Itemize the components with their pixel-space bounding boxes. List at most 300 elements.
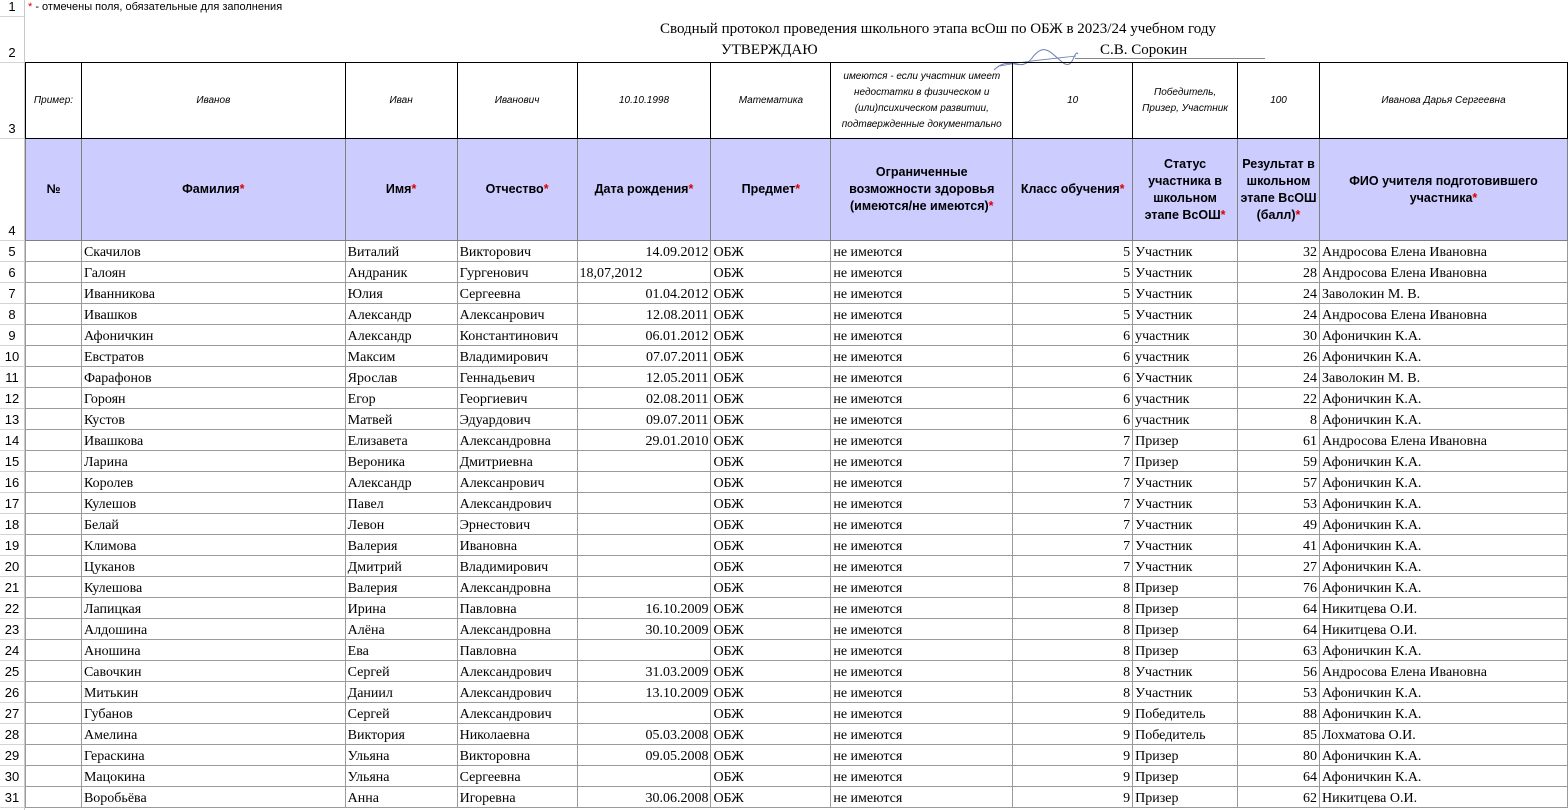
table-cell[interactable]: Сергей <box>345 661 457 682</box>
table-cell[interactable]: 59 <box>1238 451 1320 472</box>
table-cell[interactable]: Георгиевич <box>457 388 577 409</box>
table-cell[interactable]: 7 <box>1013 514 1133 535</box>
table-cell[interactable]: 9 <box>1013 724 1133 745</box>
example-cell[interactable]: 100 <box>1238 63 1320 139</box>
table-cell[interactable] <box>26 409 82 430</box>
table-cell[interactable]: 16.10.2009 <box>577 598 711 619</box>
table-cell[interactable]: Участник <box>1133 535 1238 556</box>
row-number[interactable]: 27 <box>4 706 20 721</box>
table-cell[interactable]: 8 <box>1013 619 1133 640</box>
table-cell[interactable]: Ивашкова <box>81 430 345 451</box>
table-cell[interactable]: Участник <box>1133 661 1238 682</box>
table-cell[interactable]: ОБЖ <box>711 262 831 283</box>
table-cell[interactable]: Виталий <box>345 241 457 262</box>
table-cell[interactable]: Участник <box>1133 682 1238 703</box>
table-cell[interactable]: Заволокин М. В. <box>1320 367 1568 388</box>
table-cell[interactable]: не имеются <box>831 577 1013 598</box>
table-cell[interactable] <box>26 556 82 577</box>
table-cell[interactable]: Призер <box>1133 766 1238 787</box>
table-cell[interactable] <box>26 703 82 724</box>
table-cell[interactable]: Участник <box>1133 262 1238 283</box>
table-cell[interactable]: Иванникова <box>81 283 345 304</box>
table-cell[interactable]: Павел <box>345 493 457 514</box>
table-cell[interactable]: 7 <box>1013 430 1133 451</box>
column-header[interactable] <box>81 139 345 241</box>
table-cell[interactable]: 24 <box>1238 304 1320 325</box>
table-cell[interactable]: 09.07.2011 <box>577 409 711 430</box>
table-cell[interactable] <box>26 766 82 787</box>
table-cell[interactable]: не имеются <box>831 346 1013 367</box>
table-cell[interactable]: Никитцева О.И. <box>1320 598 1568 619</box>
table-cell[interactable]: Андросова Елена Ивановна <box>1320 661 1568 682</box>
table-cell[interactable]: ОБЖ <box>711 409 831 430</box>
table-cell[interactable]: Валерия <box>345 535 457 556</box>
table-cell[interactable]: 9 <box>1013 745 1133 766</box>
table-cell[interactable]: Победитель <box>1133 703 1238 724</box>
table-cell[interactable]: ОБЖ <box>711 598 831 619</box>
table-cell[interactable]: Дмитриевна <box>457 451 577 472</box>
table-cell[interactable]: Дмитрий <box>345 556 457 577</box>
table-cell[interactable]: 32 <box>1238 241 1320 262</box>
table-cell[interactable]: ОБЖ <box>711 304 831 325</box>
row-number[interactable]: 2 <box>8 45 16 60</box>
table-cell[interactable]: 30.10.2009 <box>577 619 711 640</box>
table-cell[interactable]: Даниил <box>345 682 457 703</box>
table-cell[interactable]: 56 <box>1238 661 1320 682</box>
table-cell[interactable]: Игоревна <box>457 787 577 808</box>
table-cell[interactable]: Участник <box>1133 472 1238 493</box>
row-number[interactable]: 12 <box>4 391 20 406</box>
table-cell[interactable]: Александровна <box>457 577 577 598</box>
table-cell[interactable]: 5 <box>1013 304 1133 325</box>
table-cell[interactable]: Александрович <box>457 703 577 724</box>
table-cell[interactable] <box>26 304 82 325</box>
table-cell[interactable]: Ларина <box>81 451 345 472</box>
table-cell[interactable]: Максим <box>345 346 457 367</box>
table-cell[interactable]: Афоничкин К.А. <box>1320 535 1568 556</box>
row-number[interactable]: 9 <box>8 328 16 343</box>
table-cell[interactable]: не имеются <box>831 661 1013 682</box>
row-number[interactable]: 7 <box>8 286 16 301</box>
table-cell[interactable]: не имеются <box>831 283 1013 304</box>
table-cell[interactable]: участник <box>1133 409 1238 430</box>
row-number[interactable]: 30 <box>4 769 20 784</box>
table-cell[interactable]: не имеются <box>831 682 1013 703</box>
table-cell[interactable]: 88 <box>1238 703 1320 724</box>
table-cell[interactable]: 05.03.2008 <box>577 724 711 745</box>
example-cell[interactable]: 10.10.1998 <box>577 63 711 139</box>
table-cell[interactable]: Никитцева О.И. <box>1320 619 1568 640</box>
table-cell[interactable]: не имеются <box>831 766 1013 787</box>
table-cell[interactable]: не имеются <box>831 304 1013 325</box>
table-cell[interactable]: Афоничкин К.А. <box>1320 682 1568 703</box>
table-cell[interactable]: 24 <box>1238 367 1320 388</box>
table-cell[interactable]: 61 <box>1238 430 1320 451</box>
table-cell[interactable]: ОБЖ <box>711 346 831 367</box>
table-cell[interactable]: Афоничкин К.А. <box>1320 472 1568 493</box>
table-cell[interactable]: Андросова Елена Ивановна <box>1320 430 1568 451</box>
table-cell[interactable]: 7 <box>1013 451 1133 472</box>
table-cell[interactable]: Скачилов <box>81 241 345 262</box>
table-cell[interactable]: Виктория <box>345 724 457 745</box>
row-number[interactable]: 19 <box>4 538 20 553</box>
table-cell[interactable]: 8 <box>1013 682 1133 703</box>
table-cell[interactable]: Александровна <box>457 619 577 640</box>
table-cell[interactable]: Гургенович <box>457 262 577 283</box>
table-cell[interactable]: не имеются <box>831 409 1013 430</box>
table-cell[interactable]: Левон <box>345 514 457 535</box>
table-cell[interactable]: Климова <box>81 535 345 556</box>
table-cell[interactable]: Константинович <box>457 325 577 346</box>
table-cell[interactable]: 9 <box>1013 703 1133 724</box>
table-cell[interactable]: не имеются <box>831 367 1013 388</box>
table-cell[interactable] <box>577 556 711 577</box>
table-cell[interactable]: не имеются <box>831 493 1013 514</box>
column-header[interactable] <box>577 139 711 241</box>
column-header[interactable] <box>1013 139 1133 241</box>
row-number[interactable]: 24 <box>4 643 20 658</box>
table-cell[interactable]: Ирина <box>345 598 457 619</box>
table-cell[interactable] <box>577 640 711 661</box>
table-cell[interactable]: не имеются <box>831 241 1013 262</box>
table-cell[interactable]: 28 <box>1238 262 1320 283</box>
table-cell[interactable]: Участник <box>1133 514 1238 535</box>
table-cell[interactable]: Анна <box>345 787 457 808</box>
table-cell[interactable]: 14.09.2012 <box>577 241 711 262</box>
table-cell[interactable]: Ярослав <box>345 367 457 388</box>
example-cell[interactable]: Победитель, Призер, Участник <box>1133 63 1238 139</box>
table-cell[interactable]: 9 <box>1013 787 1133 808</box>
table-cell[interactable]: Цуканов <box>81 556 345 577</box>
row-number[interactable]: 11 <box>5 370 19 385</box>
table-cell[interactable]: ОБЖ <box>711 451 831 472</box>
table-cell[interactable]: не имеются <box>831 388 1013 409</box>
table-cell[interactable]: Павловна <box>457 640 577 661</box>
table-cell[interactable]: Алексанрович <box>457 304 577 325</box>
table-cell[interactable]: Воробьёва <box>81 787 345 808</box>
row-number[interactable]: 21 <box>4 580 20 595</box>
table-cell[interactable]: 27 <box>1238 556 1320 577</box>
table-cell[interactable] <box>577 703 711 724</box>
table-cell[interactable]: 24 <box>1238 283 1320 304</box>
table-cell[interactable]: Галоян <box>81 262 345 283</box>
table-cell[interactable]: Елизавета <box>345 430 457 451</box>
approval-signer[interactable]: С.В. Сорокин <box>1100 42 1188 58</box>
table-cell[interactable]: не имеются <box>831 262 1013 283</box>
table-cell[interactable]: участник <box>1133 325 1238 346</box>
table-cell[interactable] <box>577 472 711 493</box>
table-cell[interactable] <box>577 535 711 556</box>
table-cell[interactable] <box>26 661 82 682</box>
table-cell[interactable]: Ульяна <box>345 745 457 766</box>
table-cell[interactable]: 6 <box>1013 388 1133 409</box>
example-cell[interactable]: Иван <box>345 63 457 139</box>
table-cell[interactable]: Вероника <box>345 451 457 472</box>
table-cell[interactable]: 5 <box>1013 262 1133 283</box>
table-cell[interactable]: 02.08.2011 <box>577 388 711 409</box>
table-cell[interactable]: Аношина <box>81 640 345 661</box>
protocol-title[interactable]: Сводный протокол проведения школьного этапа всОш по ОБЖ в 2023/24 учебном году <box>660 21 1216 37</box>
table-cell[interactable]: Призер <box>1133 640 1238 661</box>
table-cell[interactable]: 8 <box>1013 661 1133 682</box>
column-header[interactable] <box>1320 139 1568 241</box>
table-cell[interactable]: ОБЖ <box>711 388 831 409</box>
table-cell[interactable]: Афоничкин К.А. <box>1320 514 1568 535</box>
table-cell[interactable]: 7 <box>1013 556 1133 577</box>
table-cell[interactable]: Кустов <box>81 409 345 430</box>
table-cell[interactable]: 57 <box>1238 472 1320 493</box>
row-number[interactable]: 4 <box>8 223 16 238</box>
table-cell[interactable] <box>577 514 711 535</box>
table-cell[interactable]: не имеются <box>831 514 1013 535</box>
row-number[interactable]: 6 <box>8 265 16 280</box>
table-cell[interactable]: Афоничкин К.А. <box>1320 451 1568 472</box>
row-number[interactable]: 16 <box>4 475 20 490</box>
row-number[interactable]: 23 <box>4 622 20 637</box>
table-cell[interactable]: 29.01.2010 <box>577 430 711 451</box>
table-cell[interactable]: не имеются <box>831 787 1013 808</box>
row-number[interactable]: 15 <box>4 454 20 469</box>
table-cell[interactable]: Призер <box>1133 787 1238 808</box>
table-cell[interactable]: 85 <box>1238 724 1320 745</box>
table-cell[interactable]: Королев <box>81 472 345 493</box>
table-cell[interactable]: Павловна <box>457 598 577 619</box>
column-header[interactable] <box>1238 139 1320 241</box>
table-cell[interactable]: Никитцева О.И. <box>1320 787 1568 808</box>
table-cell[interactable]: Алёна <box>345 619 457 640</box>
table-cell[interactable] <box>26 640 82 661</box>
table-cell[interactable]: 30.06.2008 <box>577 787 711 808</box>
table-cell[interactable]: Победитель <box>1133 724 1238 745</box>
row-number[interactable]: 28 <box>4 727 20 742</box>
column-header[interactable] <box>831 139 1013 241</box>
table-cell[interactable]: не имеются <box>831 556 1013 577</box>
table-cell[interactable] <box>26 535 82 556</box>
table-cell[interactable] <box>26 724 82 745</box>
table-cell[interactable]: 5 <box>1013 283 1133 304</box>
table-cell[interactable]: 22 <box>1238 388 1320 409</box>
table-cell[interactable]: 7 <box>1013 535 1133 556</box>
table-cell[interactable]: не имеются <box>831 703 1013 724</box>
table-cell[interactable]: не имеются <box>831 619 1013 640</box>
table-cell[interactable]: ОБЖ <box>711 325 831 346</box>
table-cell[interactable]: Ева <box>345 640 457 661</box>
table-cell[interactable]: 5 <box>1013 241 1133 262</box>
table-cell[interactable] <box>26 514 82 535</box>
table-cell[interactable]: Алексанрович <box>457 472 577 493</box>
table-cell[interactable]: Александровна <box>457 430 577 451</box>
example-cell[interactable]: имеются - если участник имеет недостатки в физическом и (или)психическом развитии, подтвержденные документально <box>831 63 1013 139</box>
table-cell[interactable] <box>26 682 82 703</box>
table-cell[interactable]: 6 <box>1013 325 1133 346</box>
table-cell[interactable]: Сергеевна <box>457 283 577 304</box>
table-cell[interactable]: Эрнестович <box>457 514 577 535</box>
table-cell[interactable] <box>26 745 82 766</box>
table-cell[interactable]: 8 <box>1238 409 1320 430</box>
column-header[interactable] <box>457 139 577 241</box>
row-number[interactable]: 5 <box>8 244 16 259</box>
table-cell[interactable] <box>26 472 82 493</box>
table-cell[interactable]: Андросова Елена Ивановна <box>1320 304 1568 325</box>
table-cell[interactable] <box>26 388 82 409</box>
table-cell[interactable]: 31.03.2009 <box>577 661 711 682</box>
table-cell[interactable]: Призер <box>1133 598 1238 619</box>
table-cell[interactable]: Евстратов <box>81 346 345 367</box>
row-number[interactable]: 18 <box>4 517 20 532</box>
table-cell[interactable]: ОБЖ <box>711 577 831 598</box>
table-cell[interactable]: Митькин <box>81 682 345 703</box>
table-cell[interactable]: Афоничкин <box>81 325 345 346</box>
table-cell[interactable]: Кулешов <box>81 493 345 514</box>
table-cell[interactable]: 9 <box>1013 766 1133 787</box>
table-cell[interactable]: Афоничкин К.А. <box>1320 745 1568 766</box>
table-cell[interactable]: участник <box>1133 388 1238 409</box>
table-cell[interactable] <box>26 619 82 640</box>
table-cell[interactable]: Андросова Елена Ивановна <box>1320 262 1568 283</box>
row-number[interactable]: 22 <box>4 601 20 616</box>
table-cell[interactable]: 53 <box>1238 682 1320 703</box>
row-number[interactable]: 8 <box>8 307 16 322</box>
example-cell[interactable]: Иванович <box>457 63 577 139</box>
table-cell[interactable] <box>577 451 711 472</box>
table-cell[interactable]: ОБЖ <box>711 703 831 724</box>
table-cell[interactable]: Участник <box>1133 493 1238 514</box>
table-cell[interactable]: Афоничкин К.А. <box>1320 766 1568 787</box>
table-cell[interactable] <box>26 346 82 367</box>
table-cell[interactable]: 07.07.2011 <box>577 346 711 367</box>
table-cell[interactable]: 18,07,2012 <box>577 262 711 283</box>
row-number[interactable]: 29 <box>4 748 20 763</box>
column-header[interactable] <box>26 139 82 241</box>
table-cell[interactable]: Юлия <box>345 283 457 304</box>
table-cell[interactable] <box>26 787 82 808</box>
table-cell[interactable]: Алдошина <box>81 619 345 640</box>
table-cell[interactable]: 49 <box>1238 514 1320 535</box>
table-cell[interactable]: Призер <box>1133 577 1238 598</box>
table-cell[interactable]: не имеются <box>831 598 1013 619</box>
table-cell[interactable] <box>26 577 82 598</box>
table-cell[interactable]: Участник <box>1133 241 1238 262</box>
row-number[interactable]: 31 <box>4 790 20 805</box>
table-cell[interactable]: ОБЖ <box>711 724 831 745</box>
table-cell[interactable]: Фарафонов <box>81 367 345 388</box>
table-cell[interactable]: Владимирович <box>457 556 577 577</box>
table-cell[interactable]: 8 <box>1013 577 1133 598</box>
table-cell[interactable] <box>577 493 711 514</box>
table-cell[interactable]: Николаевна <box>457 724 577 745</box>
table-cell[interactable]: не имеются <box>831 535 1013 556</box>
table-cell[interactable]: Афоничкин К.А. <box>1320 388 1568 409</box>
table-cell[interactable]: Афоничкин К.А. <box>1320 556 1568 577</box>
table-cell[interactable]: Ульяна <box>345 766 457 787</box>
table-cell[interactable]: 30 <box>1238 325 1320 346</box>
row-number[interactable]: 3 <box>8 121 16 136</box>
table-cell[interactable]: Участник <box>1133 304 1238 325</box>
table-cell[interactable]: 41 <box>1238 535 1320 556</box>
table-cell[interactable]: Эдуардович <box>457 409 577 430</box>
table-cell[interactable]: ОБЖ <box>711 514 831 535</box>
table-cell[interactable]: ОБЖ <box>711 787 831 808</box>
example-cell[interactable]: Пример: <box>26 63 82 139</box>
table-cell[interactable]: ОБЖ <box>711 661 831 682</box>
table-cell[interactable] <box>26 325 82 346</box>
table-cell[interactable]: Викторовна <box>457 745 577 766</box>
table-cell[interactable]: Афоничкин К.А. <box>1320 577 1568 598</box>
table-cell[interactable]: 6 <box>1013 409 1133 430</box>
table-cell[interactable] <box>26 430 82 451</box>
table-cell[interactable]: Участник <box>1133 367 1238 388</box>
table-cell[interactable]: Афоничкин К.А. <box>1320 346 1568 367</box>
table-cell[interactable]: 8 <box>1013 598 1133 619</box>
table-cell[interactable]: 26 <box>1238 346 1320 367</box>
table-cell[interactable]: Белай <box>81 514 345 535</box>
table-cell[interactable]: Афоничкин К.А. <box>1320 409 1568 430</box>
table-cell[interactable]: ОБЖ <box>711 640 831 661</box>
table-cell[interactable]: Призер <box>1133 619 1238 640</box>
table-cell[interactable]: Лапицкая <box>81 598 345 619</box>
table-cell[interactable]: 76 <box>1238 577 1320 598</box>
row-number[interactable]: 10 <box>4 349 20 364</box>
table-cell[interactable]: Заволокин М. В. <box>1320 283 1568 304</box>
table-cell[interactable]: 12.05.2011 <box>577 367 711 388</box>
table-cell[interactable] <box>26 262 82 283</box>
table-cell[interactable]: Матвей <box>345 409 457 430</box>
table-cell[interactable]: 06.01.2012 <box>577 325 711 346</box>
table-cell[interactable]: 6 <box>1013 367 1133 388</box>
table-cell[interactable]: 8 <box>1013 640 1133 661</box>
table-cell[interactable]: ОБЖ <box>711 241 831 262</box>
table-cell[interactable] <box>26 493 82 514</box>
table-cell[interactable]: участник <box>1133 346 1238 367</box>
table-cell[interactable]: 64 <box>1238 619 1320 640</box>
table-cell[interactable]: Афоничкин К.А. <box>1320 703 1568 724</box>
example-cell[interactable]: 10 <box>1013 63 1133 139</box>
table-cell[interactable]: Егор <box>345 388 457 409</box>
table-cell[interactable]: 12.08.2011 <box>577 304 711 325</box>
table-cell[interactable]: 09.05.2008 <box>577 745 711 766</box>
column-header[interactable] <box>345 139 457 241</box>
table-cell[interactable]: Андраник <box>345 262 457 283</box>
table-cell[interactable]: 7 <box>1013 493 1133 514</box>
table-cell[interactable]: Викторович <box>457 241 577 262</box>
table-cell[interactable]: Сергеевна <box>457 766 577 787</box>
table-cell[interactable]: не имеются <box>831 745 1013 766</box>
table-cell[interactable]: 6 <box>1013 346 1133 367</box>
table-cell[interactable]: Ивановна <box>457 535 577 556</box>
table-cell[interactable]: 13.10.2009 <box>577 682 711 703</box>
approval-label[interactable]: УТВЕРЖДАЮ <box>721 42 818 58</box>
column-header[interactable] <box>1133 139 1238 241</box>
table-cell[interactable]: 64 <box>1238 766 1320 787</box>
table-cell[interactable]: Участник <box>1133 556 1238 577</box>
table-cell[interactable]: не имеются <box>831 451 1013 472</box>
table-cell[interactable]: не имеются <box>831 640 1013 661</box>
table-cell[interactable]: Призер <box>1133 430 1238 451</box>
table-cell[interactable]: ОБЖ <box>711 535 831 556</box>
table-cell[interactable]: ОБЖ <box>711 766 831 787</box>
table-cell[interactable]: Александр <box>345 472 457 493</box>
table-cell[interactable]: Александрович <box>457 682 577 703</box>
table-cell[interactable]: Александрович <box>457 661 577 682</box>
row-number[interactable]: 14 <box>4 433 20 448</box>
example-cell[interactable]: Иванова Дарья Сергеевна <box>1320 63 1568 139</box>
table-cell[interactable]: Афоничкин К.А. <box>1320 325 1568 346</box>
table-cell[interactable]: Гороян <box>81 388 345 409</box>
table-cell[interactable] <box>26 283 82 304</box>
table-cell[interactable]: 62 <box>1238 787 1320 808</box>
table-cell[interactable]: 01.04.2012 <box>577 283 711 304</box>
table-cell[interactable] <box>577 766 711 787</box>
